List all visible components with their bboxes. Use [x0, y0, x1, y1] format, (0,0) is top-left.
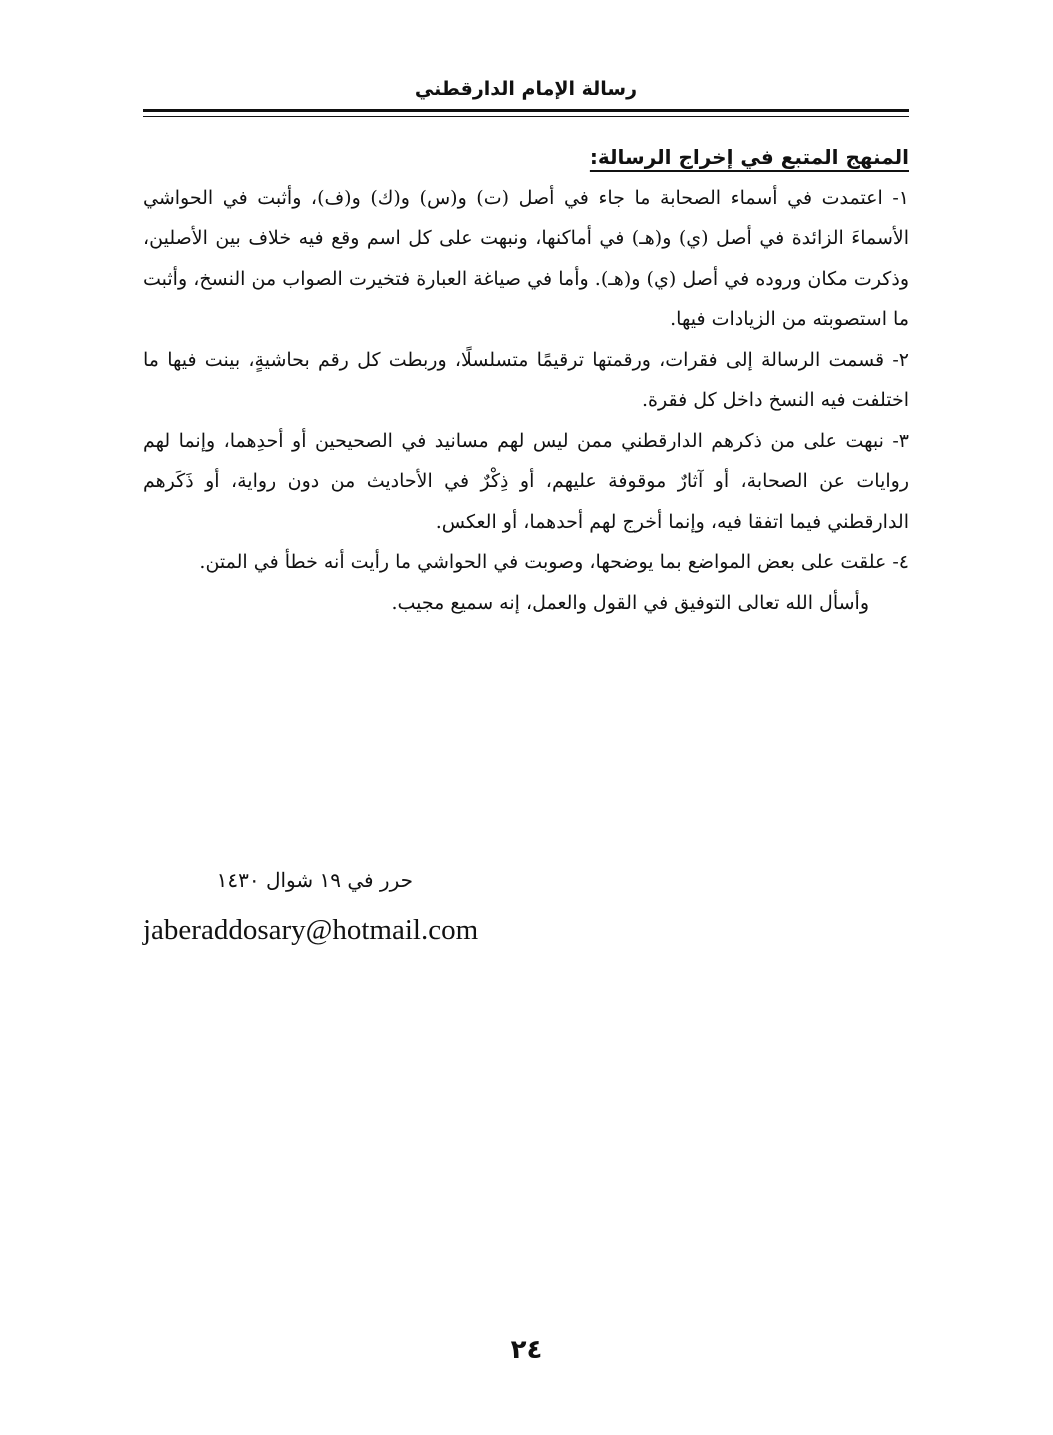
author-email[interactable]: jaberaddosary@hotmail.com: [143, 914, 479, 946]
section-heading: المنهج المتبع في إخراج الرسالة:: [589, 145, 909, 169]
header-rule-thin: [143, 116, 909, 117]
header-rule-thick: [143, 109, 909, 112]
page-number: ٢٤: [510, 1335, 543, 1365]
paragraph-3: ٣- نبهت على من ذكرهم الدارقطني ممن ليس لهم مسانيد في الصحيحين أو أحدِهما، وإنما لهم روايات عن الصحابة، أو آثارٌ موقوفة عليهم، أو ذِكْرٌ في الأحاديث من دون رواية، أو ذَكَرهم الدارقطني فيما اتفقا فيه، وإنما أخرج لهم أحدهما، أو العكس.: [143, 429, 909, 533]
running-header-title: رسالة الإمام الدارقطني: [414, 78, 638, 100]
paragraph-2: ٢- قسمت الرسالة إلى فقرات، ورقمتها ترقيمًا متسلسلًا، وربطت كل رقم بحاشيةٍ، بينت فيها ما اختلفت فيه النسخ داخل كل فقرة.: [143, 348, 909, 411]
paragraph-4: ٤- علقت على بعض المواضع بما يوضحها، وصوبت في الحواشي ما رأيت أنه خطأ في المتن.: [199, 551, 909, 573]
body-text: [143, 137, 909, 623]
signature-date: حرر في ١٩ شوال ١٤٣٠: [216, 868, 413, 892]
paragraph-1: ١- اعتمدت في أسماء الصحابة ما جاء في أصل (ت) و(س) و(ك) و(ف)، وأثبت في الحواشي الأسماءَ الزائدة في أصل (ي) و(هـ) في أماكنها، ونبهت على كل اسم وقع فيه خلاف بين الأصلين، وذكرت مكان وروده في أصل (ي) و(هـ). وأما في صياغة العبارة فتخيرت الصواب من النسخ، وأثبت ما استصوبته من الزيادات فيها.: [143, 186, 909, 330]
closing-prayer: وأسأل الله تعالى التوفيق في القول والعمل، إنه سميع مجيب.: [391, 591, 869, 614]
